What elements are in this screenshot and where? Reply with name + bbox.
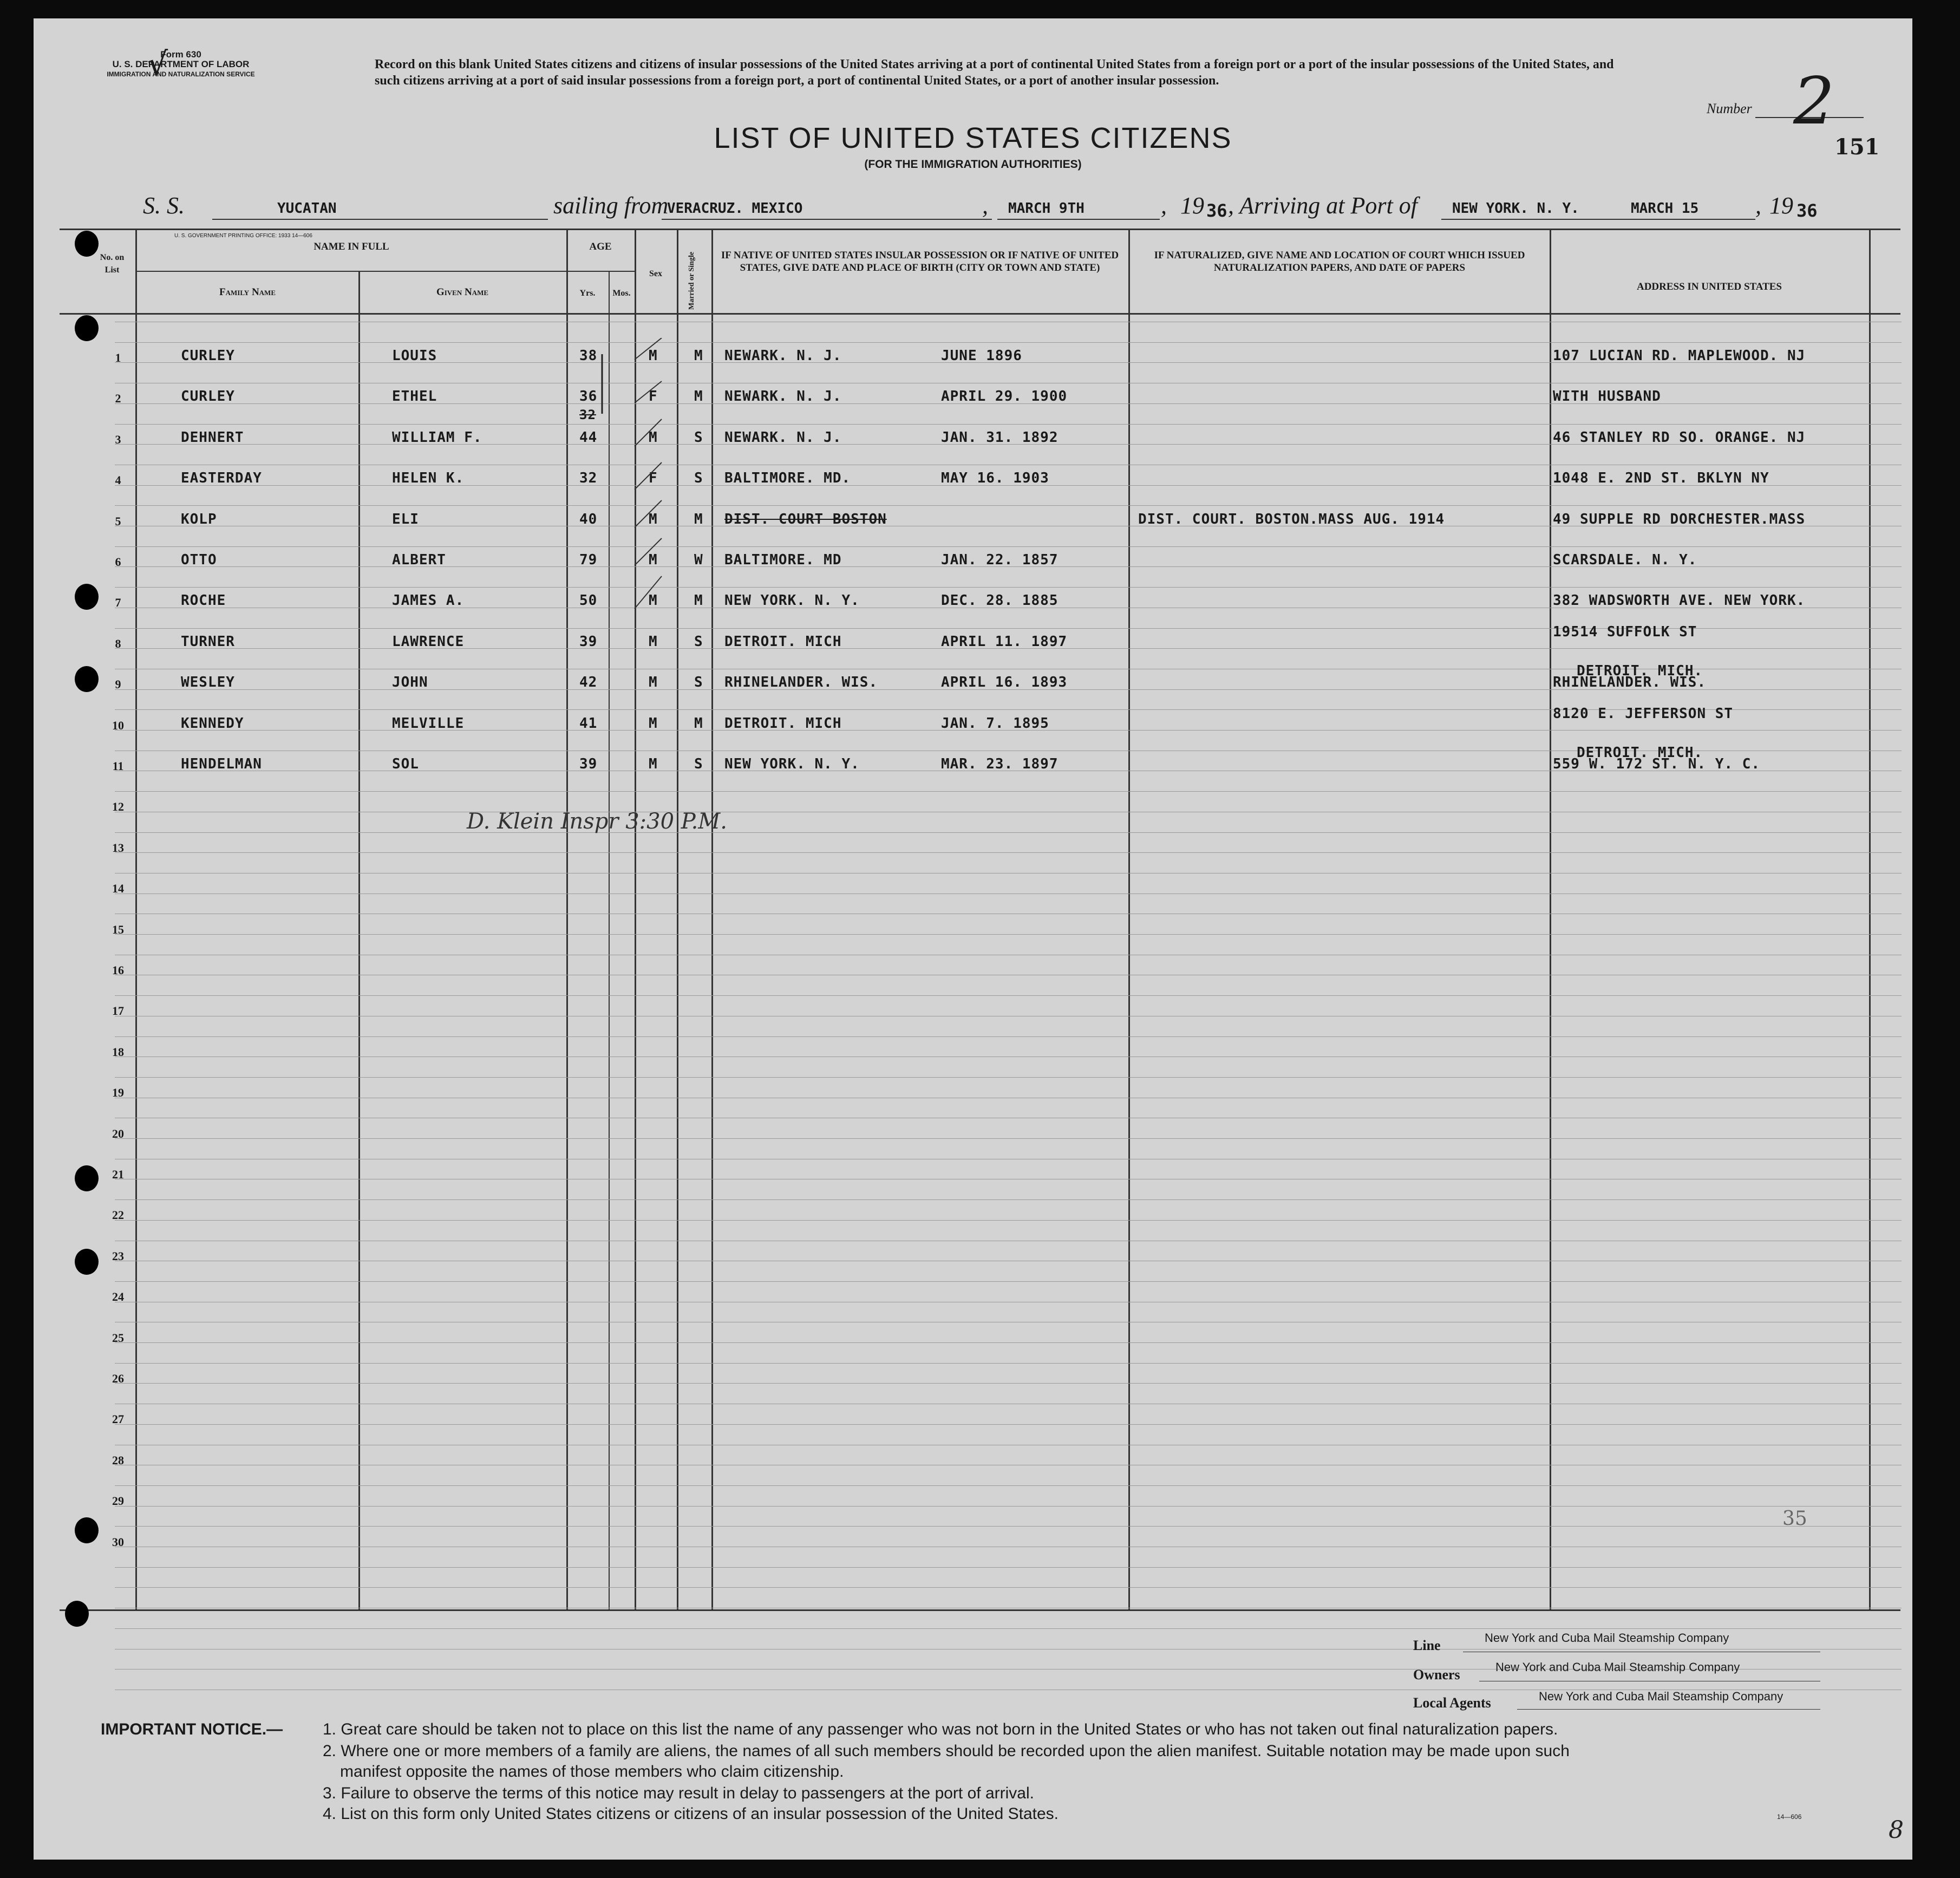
binder-hole bbox=[75, 1249, 99, 1275]
row-number: 29 bbox=[112, 1494, 124, 1508]
birth-place-cell: NEW YORK. N. Y. bbox=[724, 592, 860, 609]
form-number: Form 630 bbox=[160, 49, 201, 60]
local-agents-value: New York and Cuba Mail Steamship Company bbox=[1539, 1690, 1783, 1703]
given-name-cell: LAWRENCE bbox=[392, 633, 465, 650]
sex-cell: M bbox=[649, 715, 658, 732]
binder-hole bbox=[75, 1165, 99, 1191]
ruled-line bbox=[115, 1138, 1902, 1139]
number-value: 2 bbox=[1793, 64, 1835, 139]
sex-cell: M bbox=[649, 756, 658, 772]
address-cell: 1048 E. 2ND ST. BKLYN NY bbox=[1553, 470, 1769, 487]
row-number: 30 bbox=[112, 1535, 124, 1549]
sex-cell: F bbox=[649, 470, 658, 487]
ruled-line bbox=[115, 424, 1902, 425]
sail-year: 36 bbox=[1206, 200, 1227, 221]
notice-item-2b: manifest opposite the names of those members who claim citizenship. bbox=[340, 1763, 844, 1781]
port-from-underline bbox=[662, 219, 992, 220]
given-name-cell: JOHN bbox=[392, 674, 428, 691]
ruled-line bbox=[115, 1281, 1902, 1282]
department: U. S. DEPARTMENT OF LABOR bbox=[112, 59, 250, 69]
arriving-label: , Arriving at Port of bbox=[1228, 192, 1417, 219]
family-name-cell: WESLEY bbox=[181, 674, 235, 691]
address-cell: RHINELANDER. WIS. bbox=[1553, 674, 1707, 691]
address-cell: 382 WADSWORTH AVE. NEW YORK. bbox=[1553, 592, 1806, 609]
local-agents-underline bbox=[1517, 1709, 1820, 1710]
check-mark: √ bbox=[147, 45, 168, 83]
ss-label: S. S. bbox=[143, 192, 185, 219]
row-number: 25 bbox=[112, 1331, 124, 1345]
ruled-line bbox=[115, 505, 1902, 506]
ruled-line bbox=[115, 1199, 1902, 1200]
age-years-cell: 39 bbox=[579, 633, 598, 650]
age-years-cell: 79 bbox=[579, 552, 598, 568]
row-number: 22 bbox=[112, 1208, 124, 1222]
table-top-border bbox=[60, 229, 1900, 230]
row-number: 18 bbox=[112, 1045, 124, 1059]
row-number: 23 bbox=[112, 1249, 124, 1263]
age-years-cell: 40 bbox=[579, 511, 598, 527]
birth-place-cell: NEWARK. N. J. bbox=[724, 348, 842, 364]
row-number: 27 bbox=[112, 1412, 124, 1426]
ruled-line bbox=[115, 1506, 1902, 1507]
tick-marks bbox=[597, 338, 678, 641]
given-name-cell: ALBERT bbox=[392, 552, 446, 568]
address-cell: 46 STANLEY RD SO. ORANGE. NJ bbox=[1553, 429, 1806, 446]
birth-date-cell: APRIL 16. 1893 bbox=[941, 674, 1068, 691]
age-years-cell: 42 bbox=[579, 674, 598, 691]
notice-item-4: 4. List on this form only United States citizens or citizens of an insular possession of the United States. bbox=[323, 1805, 1059, 1823]
row-number: 13 bbox=[112, 840, 124, 855]
naturalization-court-cell: DIST. COURT. BOSTON.MASS AUG. 1914 bbox=[1138, 511, 1445, 527]
family-name-cell: HENDELMAN bbox=[181, 756, 262, 772]
birth-place-cell: RHINELANDER. WIS. bbox=[724, 674, 878, 691]
ruled-line bbox=[115, 852, 1902, 853]
gpo-line: U. S. GOVERNMENT PRINTING OFFICE: 1933 14—606 bbox=[174, 233, 312, 239]
row-number: 24 bbox=[112, 1290, 124, 1304]
sex-cell: M bbox=[649, 592, 658, 609]
form-identity bbox=[78, 50, 284, 79]
page-title: LIST OF UNITED STATES CITIZENS bbox=[714, 122, 1232, 154]
birth-place-cell: DETROIT. MICH bbox=[724, 633, 842, 650]
line-value: New York and Cuba Mail Steamship Company bbox=[1485, 1631, 1729, 1645]
port-from: VERACRUZ. MEXICO bbox=[667, 200, 803, 217]
row-number: 17 bbox=[112, 1004, 124, 1018]
address-cell: 107 LUCIAN RD. MAPLEWOOD. NJ bbox=[1553, 348, 1806, 364]
col-line-2 bbox=[358, 271, 360, 1610]
ruled-line bbox=[115, 1363, 1902, 1364]
row-number: 12 bbox=[112, 800, 124, 814]
arrival-year: 36 bbox=[1796, 200, 1818, 221]
birth-date-cell: DEC. 28. 1885 bbox=[941, 592, 1059, 609]
row-number: 28 bbox=[112, 1453, 124, 1467]
header-no-on-list: No. on List bbox=[100, 253, 125, 275]
port-arrival: NEW YORK. N. Y. bbox=[1452, 200, 1579, 217]
binder-hole bbox=[75, 315, 99, 341]
ruled-line bbox=[115, 1526, 1902, 1527]
notice-item-3: 3. Failure to observe the terms of this notice may result in delay to passengers at the port of arrival. bbox=[323, 1784, 1034, 1802]
sex-cell: M bbox=[649, 348, 658, 364]
row-number: 9 bbox=[115, 677, 121, 692]
notice-heading: IMPORTANT NOTICE.— bbox=[101, 1720, 283, 1738]
address-cell: WITH HUSBAND bbox=[1553, 388, 1661, 405]
birth-place-cell: DETROIT. MICH bbox=[724, 715, 842, 732]
birth-date-cell: JAN. 31. 1892 bbox=[941, 429, 1059, 446]
ruled-line bbox=[115, 791, 1902, 792]
ship-underline bbox=[212, 219, 548, 220]
binder-hole bbox=[75, 584, 99, 610]
row-number: 26 bbox=[112, 1372, 124, 1385]
birth-date-cell: APRIL 29. 1900 bbox=[941, 388, 1068, 405]
row-number: 20 bbox=[112, 1126, 124, 1140]
sex-cell: M bbox=[649, 511, 658, 527]
sail-date: MARCH 9TH bbox=[1008, 200, 1084, 217]
stamp-number: 35 bbox=[1782, 1508, 1807, 1530]
address-cell: 559 W. 172 ST. N. Y. C. bbox=[1553, 756, 1761, 772]
row-number: 3 bbox=[115, 432, 121, 446]
header-given-name: Given Name bbox=[436, 286, 489, 298]
sex-cell: M bbox=[649, 674, 658, 691]
address-cell: 49 SUPPLE RD DORCHESTER.MASS bbox=[1553, 511, 1806, 527]
marital-status-cell: S bbox=[694, 429, 703, 446]
given-name-cell: ELI bbox=[392, 511, 419, 527]
service: IMMIGRATION AND NATURALIZATION SERVICE bbox=[107, 70, 255, 78]
ruled-line bbox=[115, 832, 1902, 833]
number-label: Number bbox=[1707, 101, 1752, 116]
birth-place-cell: NEWARK. N. J. bbox=[724, 388, 842, 405]
marital-status-cell: M bbox=[694, 388, 703, 405]
family-name-cell: KENNEDY bbox=[181, 715, 244, 732]
family-name-cell: CURLEY bbox=[181, 348, 235, 364]
given-name-cell: WILLIAM F. bbox=[392, 429, 482, 446]
header-age: AGE bbox=[589, 241, 612, 252]
comma-3: , bbox=[1755, 192, 1761, 219]
age-years-cell: 44 bbox=[579, 429, 598, 446]
ruled-line bbox=[115, 1485, 1902, 1486]
handwritten-inspector-note: D. Klein Inspr 3:30 P.M. bbox=[467, 809, 727, 834]
birth-date-cell: MAY 16. 1903 bbox=[941, 470, 1049, 487]
marital-status-cell: S bbox=[694, 470, 703, 487]
binder-hole bbox=[75, 666, 99, 692]
row-number: 5 bbox=[115, 514, 121, 528]
ruled-line bbox=[115, 1342, 1902, 1343]
row-number: 15 bbox=[112, 922, 124, 936]
birth-date-cell: JAN. 7. 1895 bbox=[941, 715, 1049, 732]
header-name-in-full: NAME IN FULL bbox=[313, 241, 389, 252]
ruled-line bbox=[115, 1567, 1902, 1568]
local-agents-label: Local Agents bbox=[1413, 1695, 1491, 1711]
birth-date-cell: JUNE 1896 bbox=[941, 348, 1022, 364]
year-prefix: 19 bbox=[1180, 192, 1204, 219]
ruled-line bbox=[115, 342, 1902, 343]
header-yrs: Yrs. bbox=[579, 289, 596, 298]
row-number: 6 bbox=[115, 555, 121, 569]
address-line-2-cell: DETROIT. MICH. bbox=[1577, 662, 1703, 679]
header-family-name: Family Name bbox=[219, 286, 276, 298]
comma-1: , bbox=[982, 192, 988, 219]
manifest-sheet bbox=[34, 18, 1912, 1860]
row-number: 16 bbox=[112, 963, 124, 977]
comma-2: , bbox=[1161, 192, 1167, 219]
header-address: ADDRESS IN UNITED STATES bbox=[1636, 281, 1782, 292]
header-married-or-single: Married or Single bbox=[688, 251, 696, 310]
arrival-year-prefix: 19 bbox=[1769, 192, 1793, 219]
age-years-cell: 39 bbox=[579, 756, 598, 772]
row-number: 21 bbox=[112, 1168, 124, 1181]
marital-status-cell: M bbox=[694, 715, 703, 732]
row-number: 8 bbox=[115, 636, 121, 650]
birth-place-cell: DIST. COURT BOSTON bbox=[724, 511, 887, 527]
sex-cell: M bbox=[649, 633, 658, 650]
page-subtitle: (FOR THE IMMIGRATION AUTHORITIES) bbox=[864, 158, 1082, 171]
family-name-cell: ROCHE bbox=[181, 592, 226, 609]
row-number: 2 bbox=[115, 392, 121, 406]
given-name-cell: MELVILLE bbox=[392, 715, 465, 732]
row-number: 14 bbox=[112, 882, 124, 896]
row-number: 4 bbox=[115, 473, 121, 487]
arrival-date: MARCH 15 bbox=[1631, 200, 1699, 217]
ruled-line bbox=[115, 934, 1902, 935]
address-line-2-cell: DETROIT. MICH. bbox=[1577, 744, 1703, 761]
page-number: 151 bbox=[1834, 134, 1880, 160]
sex-cell: M bbox=[649, 429, 658, 446]
birth-place-cell: BALTIMORE. MD. bbox=[724, 470, 851, 487]
ruled-line bbox=[115, 1220, 1902, 1221]
marital-status-cell: S bbox=[694, 633, 703, 650]
age-years-cell: 41 bbox=[579, 715, 598, 732]
header-birth: IF NATIVE OF UNITED STATES INSULAR POSSESSION OR IF NATIVE OF UNITED STATES, GIVE DATE AND PLACE OF BIRTH (CITY OR TOWN AND STATE) bbox=[721, 250, 1119, 273]
record-instructions: Record on this blank United States citizens and citizens of insular possessions of the United States arriving at a port of continental United States from a foreign port or a port of the insular possessions of the United States, and such citizens arriving at a port of said insular possessions from a foreign port, a port of continental United States, or a port of another insular possession. bbox=[375, 57, 1614, 88]
birth-place-cell: NEWARK. N. J. bbox=[724, 429, 842, 446]
header-sex: Sex bbox=[649, 269, 662, 278]
binder-hole bbox=[65, 1601, 89, 1627]
family-name-cell: DEHNERT bbox=[181, 429, 244, 446]
age-years-cell: 38 bbox=[579, 348, 598, 364]
birth-date-cell: MAR. 23. 1897 bbox=[941, 756, 1059, 772]
given-name-cell: SOL bbox=[392, 756, 419, 772]
corner-mark: 8 bbox=[1889, 1816, 1904, 1844]
birth-place-cell: BALTIMORE. MD bbox=[724, 552, 842, 568]
sex-cell: F bbox=[649, 388, 658, 405]
marital-status-cell: S bbox=[694, 674, 703, 691]
name-header-divider bbox=[136, 271, 635, 272]
given-name-cell: ETHEL bbox=[392, 388, 437, 405]
age-years-cell: 36 bbox=[579, 388, 598, 405]
ruled-line bbox=[115, 546, 1902, 547]
header-naturalized: IF NATURALIZED, GIVE NAME AND LOCATION OF COURT WHICH ISSUED NATURALIZATION PAPERS, AND DATE OF PAPERS bbox=[1154, 250, 1525, 273]
birth-place-cell: NEW YORK. N. Y. bbox=[724, 756, 860, 772]
owners-value: New York and Cuba Mail Steamship Company bbox=[1495, 1660, 1740, 1674]
ruled-line bbox=[115, 1383, 1902, 1384]
ruled-line bbox=[115, 1628, 1902, 1629]
row-number: 11 bbox=[112, 759, 124, 773]
marital-status-cell: M bbox=[694, 592, 703, 609]
birth-date-cell: JAN. 22. 1857 bbox=[941, 552, 1059, 568]
given-name-cell: HELEN K. bbox=[392, 470, 465, 487]
family-name-cell: OTTO bbox=[181, 552, 217, 568]
ruled-line bbox=[115, 587, 1902, 588]
family-name-cell: EASTERDAY bbox=[181, 470, 262, 487]
ruled-line bbox=[115, 1077, 1902, 1078]
given-name-cell: JAMES A. bbox=[392, 592, 465, 609]
marital-status-cell: M bbox=[694, 348, 703, 364]
footer-code: 14—606 bbox=[1777, 1813, 1802, 1821]
row-number: 1 bbox=[115, 351, 121, 364]
ruled-line bbox=[115, 1587, 1902, 1588]
owners-label: Owners bbox=[1413, 1667, 1460, 1683]
row-number: 10 bbox=[112, 718, 124, 732]
notice-item-1: 1. Great care should be taken not to place on this list the name of any passenger who was not born in the United States or who has not taken out final naturalization papers. bbox=[323, 1720, 1558, 1738]
address-cell: 19514 SUFFOLK ST bbox=[1553, 623, 1697, 640]
binder-hole bbox=[75, 1517, 99, 1543]
birth-date-cell: APRIL 11. 1897 bbox=[941, 633, 1068, 650]
ruled-line bbox=[115, 1036, 1902, 1037]
row-number: 19 bbox=[112, 1086, 124, 1100]
age-years-cell: 32 bbox=[579, 470, 598, 487]
address-cell: SCARSDALE. N. Y. bbox=[1553, 552, 1697, 568]
ship-name: YUCATAN bbox=[277, 200, 337, 217]
family-name-cell: CURLEY bbox=[181, 388, 235, 405]
header-bottom-border bbox=[60, 313, 1900, 315]
sail-date-underline bbox=[997, 219, 1160, 220]
port-arrival-underline bbox=[1441, 219, 1755, 220]
family-name-cell: KOLP bbox=[181, 511, 217, 527]
age-correction: 32 bbox=[579, 407, 596, 422]
table-bottom-border bbox=[60, 1609, 1900, 1611]
given-name-cell: LOUIS bbox=[392, 348, 437, 364]
header-mos: Mos. bbox=[612, 289, 631, 298]
marital-status-cell: W bbox=[694, 552, 703, 568]
line-label: Line bbox=[1413, 1638, 1441, 1653]
row-number: 7 bbox=[115, 596, 121, 610]
sex-cell: M bbox=[649, 552, 658, 568]
marital-status-cell: M bbox=[694, 511, 703, 527]
binder-hole bbox=[75, 231, 99, 257]
notice-item-2a: 2. Where one or more members of a family are aliens, the names of all such members should be recorded upon the alien manifest. Suitable notation may be made upon such bbox=[323, 1742, 1570, 1760]
family-name-cell: TURNER bbox=[181, 633, 235, 650]
ruled-line bbox=[115, 995, 1902, 996]
ruled-line bbox=[115, 1424, 1902, 1425]
age-years-cell: 50 bbox=[579, 592, 598, 609]
sailing-from-label: sailing from bbox=[553, 192, 669, 219]
address-cell: 8120 E. JEFFERSON ST bbox=[1553, 705, 1734, 722]
marital-status-cell: S bbox=[694, 756, 703, 772]
